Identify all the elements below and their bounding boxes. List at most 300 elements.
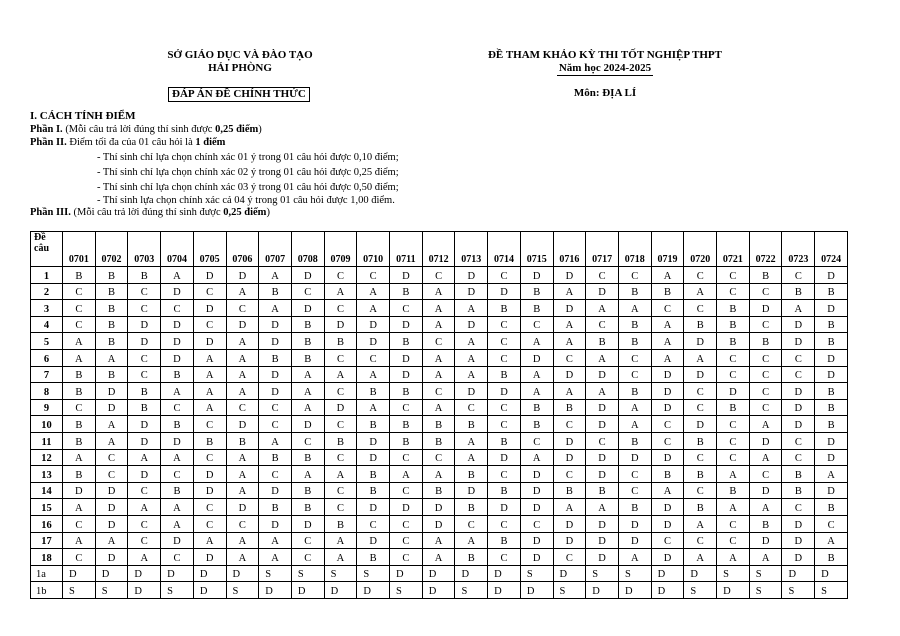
answer-cell: D [815, 482, 848, 499]
answer-cell: B [815, 499, 848, 516]
question-number: 11 [31, 432, 63, 449]
answer-cell: A [291, 366, 324, 383]
answer-cell: B [455, 499, 488, 516]
exam-title-line: ĐỀ THAM KHẢO KỲ THI TỐT NGHIỆP THPT [487, 49, 722, 61]
answer-cell: D [782, 383, 815, 400]
answer-cell: B [95, 267, 128, 284]
answer-cell: D [95, 515, 128, 532]
answer-cell: A [161, 499, 194, 516]
answer-cell: D [193, 333, 226, 350]
answer-cell: D [520, 349, 553, 366]
answer-cell: B [618, 283, 651, 300]
answer-cell: A [586, 499, 619, 516]
answer-cell: D [782, 515, 815, 532]
part2-text: Điểm tối đa của 01 câu hỏi là [66, 137, 196, 148]
answer-cell: D [259, 316, 292, 333]
answer-cell: D [128, 565, 161, 582]
answer-cell: B [749, 515, 782, 532]
answer-cell: A [651, 316, 684, 333]
answer-cell: D [651, 399, 684, 416]
answer-cell: A [553, 499, 586, 516]
answer-cell: C [488, 515, 521, 532]
answer-cell: B [161, 482, 194, 499]
answer-cell: B [488, 300, 521, 317]
answer-cell: D [684, 565, 717, 582]
answer-cell: A [226, 466, 259, 483]
answer-cell: A [553, 333, 586, 350]
answer-cell: D [455, 267, 488, 284]
answer-cell: D [357, 333, 390, 350]
answer-cell: A [324, 532, 357, 549]
answer-cell: D [128, 466, 161, 483]
answer-cell: D [782, 549, 815, 566]
answer-cell: A [782, 300, 815, 317]
answer-cell: B [553, 399, 586, 416]
answer-cell: S [226, 582, 259, 599]
answer-cell: D [782, 416, 815, 433]
answer-cell: A [259, 300, 292, 317]
answer-cell: A [717, 466, 750, 483]
answer-cell: A [422, 549, 455, 566]
answer-cell: C [684, 449, 717, 466]
answer-cell: B [488, 482, 521, 499]
answer-cell: C [422, 449, 455, 466]
answer-cell: C [586, 267, 619, 284]
answer-cell: D [226, 267, 259, 284]
part3-points: 0,25 điểm [223, 207, 267, 218]
answer-cell: C [717, 267, 750, 284]
answer-cell: D [455, 316, 488, 333]
answer-cell: C [324, 499, 357, 516]
answer-cell: B [684, 499, 717, 516]
answer-cell: D [782, 532, 815, 549]
answer-cell: D [259, 383, 292, 400]
answer-cell: A [95, 349, 128, 366]
answer-cell: C [618, 366, 651, 383]
part2-bullet-4: - Thí sinh lựa chọn chính xác cả 04 ý trong 01 câu hỏi được 1,00 điểm. [97, 195, 395, 206]
table-header-row [31, 232, 848, 267]
answer-cell: D [324, 316, 357, 333]
exam-code-header: 0722 [749, 232, 782, 267]
answer-cell: S [717, 565, 750, 582]
answer-cell: D [553, 449, 586, 466]
answer-cell: B [291, 316, 324, 333]
answer-cell: A [553, 316, 586, 333]
answer-cell: D [618, 515, 651, 532]
answer-cell: C [651, 300, 684, 317]
answer-cell: A [815, 466, 848, 483]
answer-cell: B [520, 283, 553, 300]
answer-cell: A [422, 283, 455, 300]
answer-cell: B [390, 383, 423, 400]
question-number: 3 [31, 300, 63, 317]
answer-cell: C [291, 283, 324, 300]
answer-cell: C [161, 300, 194, 317]
answer-cell: A [226, 283, 259, 300]
answer-cell: A [390, 466, 423, 483]
answer-cell: B [815, 283, 848, 300]
answer-cell: D [586, 283, 619, 300]
answer-cell: C [782, 432, 815, 449]
school-year: Năm học 2024-2025 [558, 62, 652, 74]
answer-cell: D [161, 565, 194, 582]
answer-cell: C [324, 449, 357, 466]
answer-cell: D [95, 499, 128, 516]
answer-cell: B [357, 466, 390, 483]
answer-cell: A [651, 333, 684, 350]
answer-cell: A [259, 267, 292, 284]
answer-cell: C [324, 482, 357, 499]
answer-cell: A [161, 449, 194, 466]
answer-cell: C [63, 283, 96, 300]
answer-cell: D [488, 449, 521, 466]
exam-code-header: 0720 [684, 232, 717, 267]
answer-cell: D [128, 416, 161, 433]
answer-cell: D [390, 499, 423, 516]
question-number: 1a [31, 565, 63, 582]
answer-cell: A [422, 466, 455, 483]
answer-cell: C [684, 300, 717, 317]
part1-line [30, 123, 262, 136]
answer-cell: C [128, 349, 161, 366]
answer-cell: C [684, 383, 717, 400]
answer-cell: B [717, 316, 750, 333]
answer-cell: D [553, 515, 586, 532]
answer-cell: C [684, 267, 717, 284]
answer-cell: B [782, 283, 815, 300]
answer-cell: A [226, 549, 259, 566]
answer-cell: B [95, 333, 128, 350]
answer-cell: A [618, 416, 651, 433]
answer-cell: C [782, 449, 815, 466]
answer-cell: B [684, 466, 717, 483]
answer-cell: A [63, 333, 96, 350]
answer-cell: B [390, 416, 423, 433]
part3-label: Phần III. [30, 207, 71, 218]
exam-code-header: 0701 [63, 232, 96, 267]
answer-cell: A [63, 449, 96, 466]
answer-cell: C [553, 416, 586, 433]
answer-cell: D [291, 582, 324, 599]
question-number: 16 [31, 515, 63, 532]
answer-cell: D [520, 532, 553, 549]
answer-cell: D [586, 466, 619, 483]
answer-cell: A [324, 549, 357, 566]
answer-cell: D [128, 432, 161, 449]
answer-cell: D [651, 565, 684, 582]
answer-cell: D [357, 449, 390, 466]
answer-cell: D [357, 316, 390, 333]
part3-text: (Mỗi câu trả lời đúng thí sinh được [70, 207, 224, 218]
answer-cell: A [455, 349, 488, 366]
exam-code-header: 0707 [259, 232, 292, 267]
answer-cell: B [618, 333, 651, 350]
answer-cell: A [618, 399, 651, 416]
table-row [31, 366, 848, 383]
answer-cell: D [259, 333, 292, 350]
answer-cell: D [749, 482, 782, 499]
answer-cell: A [815, 532, 848, 549]
answer-cell: B [324, 333, 357, 350]
answer-cell: D [455, 383, 488, 400]
answer-cell: B [717, 333, 750, 350]
answer-cell: D [684, 366, 717, 383]
answer-cell: C [618, 466, 651, 483]
answer-cell: D [357, 499, 390, 516]
answer-cell: D [749, 300, 782, 317]
answer-cell: C [684, 532, 717, 549]
answer-cell: A [717, 499, 750, 516]
answer-cell: D [586, 515, 619, 532]
answer-cell: C [291, 532, 324, 549]
answer-cell: A [128, 449, 161, 466]
answer-cell: B [717, 482, 750, 499]
answer-cell: S [161, 582, 194, 599]
answer-cell: B [63, 383, 96, 400]
answer-cell: B [128, 399, 161, 416]
answer-cell: S [63, 582, 96, 599]
answer-cell: S [749, 565, 782, 582]
answer-cell: B [586, 333, 619, 350]
answer-cell: A [357, 283, 390, 300]
table-row [31, 499, 848, 516]
exam-code-header: 0702 [95, 232, 128, 267]
question-number: 18 [31, 549, 63, 566]
answer-cell: B [95, 316, 128, 333]
answer-cell: S [95, 582, 128, 599]
answer-cell: D [586, 399, 619, 416]
answer-cell: D [651, 549, 684, 566]
answer-cell: C [390, 515, 423, 532]
answer-cell: C [95, 449, 128, 466]
answer-cell: C [488, 349, 521, 366]
answer-cell: C [226, 399, 259, 416]
answer-cell: C [520, 316, 553, 333]
answer-cell: D [749, 532, 782, 549]
answer-cell: D [128, 333, 161, 350]
answer-cell: D [618, 582, 651, 599]
answer-cell: D [390, 349, 423, 366]
answer-cell: D [553, 432, 586, 449]
answer-cell: A [455, 449, 488, 466]
answer-cell: B [553, 482, 586, 499]
answer-cell: C [618, 267, 651, 284]
answer-cell: A [193, 532, 226, 549]
answer-cell: C [717, 532, 750, 549]
answer-cell: D [553, 267, 586, 284]
answer-cell: A [226, 333, 259, 350]
answer-cell: D [193, 482, 226, 499]
table-row [31, 565, 848, 582]
question-number: 2 [31, 283, 63, 300]
part1-label: Phần I. [30, 124, 63, 135]
answer-cell: D [259, 482, 292, 499]
answer-cell: D [618, 449, 651, 466]
answer-cell: A [324, 466, 357, 483]
answer-cell: D [553, 366, 586, 383]
answer-cell: C [259, 416, 292, 433]
table-row [31, 549, 848, 566]
table-row [31, 267, 848, 284]
answer-cell: C [488, 466, 521, 483]
table-row [31, 449, 848, 466]
answer-cell: D [815, 432, 848, 449]
answer-cell: D [259, 515, 292, 532]
answer-cell: B [815, 399, 848, 416]
answer-cell: B [357, 416, 390, 433]
answer-cell: A [586, 300, 619, 317]
answer-cell: A [618, 549, 651, 566]
answer-cell: C [226, 515, 259, 532]
answer-cell: C [749, 383, 782, 400]
answer-cell: D [324, 582, 357, 599]
answer-cell: C [63, 515, 96, 532]
answer-cell: D [782, 333, 815, 350]
answer-cell: D [651, 515, 684, 532]
answer-cell: A [651, 482, 684, 499]
answer-cell: A [193, 349, 226, 366]
question-number: 5 [31, 333, 63, 350]
answer-cell: S [749, 582, 782, 599]
answer-cell: C [422, 267, 455, 284]
answer-cell: C [324, 267, 357, 284]
answer-cell: A [422, 366, 455, 383]
answer-cell: D [520, 499, 553, 516]
answer-cell: C [63, 300, 96, 317]
answer-cell: D [128, 316, 161, 333]
answer-cell: B [324, 515, 357, 532]
answer-cell: B [95, 283, 128, 300]
answer-cell: D [586, 549, 619, 566]
answer-cell: C [553, 549, 586, 566]
answer-cell: C [553, 349, 586, 366]
answer-table [30, 231, 848, 599]
answer-cell: A [684, 283, 717, 300]
answer-cell: C [63, 549, 96, 566]
answer-cell: D [651, 582, 684, 599]
answer-cell: C [390, 300, 423, 317]
answer-cell: A [749, 449, 782, 466]
answer-cell: A [520, 449, 553, 466]
answer-cell: C [193, 499, 226, 516]
answer-cell: A [717, 549, 750, 566]
answer-cell: D [357, 582, 390, 599]
answer-cell: D [259, 582, 292, 599]
answer-cell: D [161, 316, 194, 333]
answer-cell: C [193, 316, 226, 333]
answer-cell: D [193, 549, 226, 566]
answer-cell: A [684, 349, 717, 366]
answer-cell: S [586, 565, 619, 582]
answer-cell: C [390, 399, 423, 416]
exam-code-header: 0719 [651, 232, 684, 267]
answer-cell: D [782, 399, 815, 416]
answer-cell: A [128, 549, 161, 566]
answer-cell: C [455, 399, 488, 416]
answer-cell: A [684, 515, 717, 532]
answer-cell: B [488, 432, 521, 449]
answer-cell: C [291, 549, 324, 566]
part2-bullet-2: - Thí sinh chỉ lựa chọn chính xác 02 ý trong 01 câu hỏi được 0,25 điểm; [97, 167, 399, 178]
table-row [31, 300, 848, 317]
answer-cell: C [357, 349, 390, 366]
answer-cell: A [193, 399, 226, 416]
answer-cell: B [357, 383, 390, 400]
question-number: 7 [31, 366, 63, 383]
answer-cell: D [586, 366, 619, 383]
answer-cell: A [357, 366, 390, 383]
answer-cell: D [684, 416, 717, 433]
answer-cell: B [128, 267, 161, 284]
exam-title [470, 49, 740, 76]
answer-cell: D [488, 383, 521, 400]
answer-cell: A [193, 383, 226, 400]
question-number: 14 [31, 482, 63, 499]
corner-cell: Đề câu [31, 232, 63, 267]
answer-cell: C [520, 515, 553, 532]
part1-end: ) [258, 124, 262, 135]
answer-cell: B [520, 399, 553, 416]
answer-cell: D [651, 499, 684, 516]
table-row [31, 383, 848, 400]
answer-cell: C [749, 316, 782, 333]
part2-bullet-3: - Thí sinh chỉ lựa chọn chính xác 03 ý trong 01 câu hỏi được 0,50 điểm; [97, 182, 399, 193]
answer-cell: C [128, 283, 161, 300]
answer-cell: A [422, 316, 455, 333]
answer-cell: S [455, 582, 488, 599]
answer-cell: C [717, 416, 750, 433]
part3-line [30, 206, 270, 219]
exam-code-header: 0712 [422, 232, 455, 267]
answer-cell: A [520, 333, 553, 350]
answer-cell: D [782, 316, 815, 333]
answer-cell: B [455, 466, 488, 483]
table-row [31, 515, 848, 532]
answer-cell: D [161, 532, 194, 549]
answer-cell: S [553, 582, 586, 599]
answer-cell: C [259, 399, 292, 416]
answer-cell: A [553, 283, 586, 300]
answer-cell: D [357, 432, 390, 449]
question-number: 1b [31, 582, 63, 599]
answer-cell: C [717, 366, 750, 383]
answer-cell: C [226, 300, 259, 317]
answer-cell: B [815, 416, 848, 433]
answer-cell: D [651, 366, 684, 383]
answer-cell: C [586, 432, 619, 449]
answer-cell: D [422, 565, 455, 582]
answer-cell: A [422, 300, 455, 317]
answer-cell: C [684, 399, 717, 416]
answer-cell: C [390, 449, 423, 466]
official-answer-label: ĐÁP ÁN ĐỀ CHÍNH THỨC [168, 87, 310, 102]
answer-cell: D [259, 366, 292, 383]
exam-code-header: 0710 [357, 232, 390, 267]
answer-cell: D [455, 283, 488, 300]
answer-cell: D [455, 565, 488, 582]
answer-cell: A [618, 300, 651, 317]
answer-cell: C [357, 267, 390, 284]
answer-cell: A [553, 383, 586, 400]
answer-cell: B [488, 532, 521, 549]
answer-cell: A [749, 499, 782, 516]
answer-cell: A [749, 416, 782, 433]
answer-cell: D [291, 267, 324, 284]
answer-cell: C [749, 399, 782, 416]
answer-cell: B [357, 482, 390, 499]
answer-cell: B [259, 349, 292, 366]
answer-cell: D [291, 416, 324, 433]
